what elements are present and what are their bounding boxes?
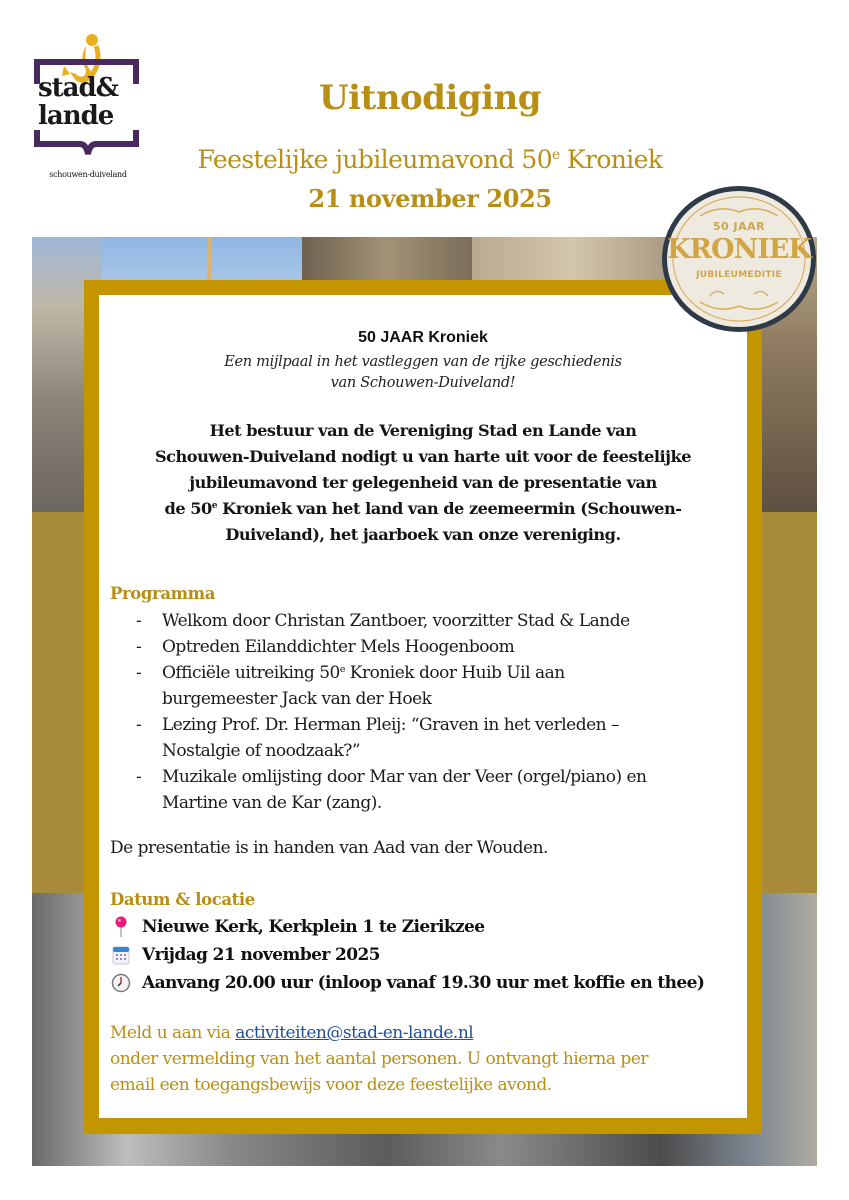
seal-bottom-text: JUBILEUMEDITIE	[696, 270, 782, 280]
clock-icon	[110, 972, 132, 994]
presenter-note: De presentatie is in handen van Aad van der Wouden.	[110, 838, 548, 858]
logo-line2: lande	[38, 101, 114, 131]
calendar-icon	[110, 944, 132, 966]
kroniek-jubilee-seal	[660, 184, 818, 334]
card-tagline: Een mijlpaal in het vastleggen van de rijke geschiedenis van Schouwen-Duiveland!	[224, 354, 622, 391]
date-row: Vrijdag 21 november 2025	[110, 941, 740, 969]
page-title: Uitnodiging	[318, 78, 542, 118]
seal-main-text: KRONIEK	[667, 234, 811, 265]
location-row: Nieuwe Kerk, Kerkplein 1 te Zierikzee	[110, 913, 740, 941]
list-item: - Muzikale omlijsting door Mar van der Veer (orgel/piano) en Martine van de Kar (zang).	[136, 767, 647, 813]
datum-heading: Datum & locatie	[110, 890, 255, 909]
list-item: - Optreden Eilanddichter Mels Hoogenboom	[136, 637, 515, 657]
intro-paragraph: Het bestuur van de Vereniging Stad en Lande van Schouwen-Duiveland nodigt u van harte uit voor de feestelijke jubileumavond ter gelegenheid van de presentatie van de 50e Kroniek van het land van de zeemeermin (Schouwen- Duiveland), het jaarboek van onze vereniging.	[154, 421, 692, 544]
registration-note: Meld u aan via activiteiten@stad-en-lande.nl onder vermelding van het aantal personen. U ontvangt hierna per email een toegangsbewijs voor deze feestelijke avond.	[110, 1023, 648, 1095]
pushpin-icon	[110, 916, 132, 938]
list-item: - Lezing Prof. Dr. Herman Pleij: “Graven in het verleden – Nostalgie of noodzaak?”	[136, 715, 620, 761]
seal-top-text: 50 JAAR	[712, 220, 766, 233]
list-item: - Officiële uitreiking 50e Kroniek door Huib Uil aan burgemeester Jack van der Hoek	[136, 663, 565, 709]
programma-heading: Programma	[110, 584, 216, 603]
card-heading: 50 JAAR Kroniek	[358, 329, 488, 346]
stad-en-lande-logo	[34, 32, 142, 182]
programma-list	[110, 608, 740, 816]
list-item: - Welkom door Christan Zantboer, voorzitter Stad & Lande	[136, 611, 630, 631]
olive-band-left	[32, 512, 84, 893]
event-subtitle: Feestelijke jubileumavond 50e Kroniek	[197, 145, 663, 174]
logo-line1: stad&	[38, 73, 119, 103]
time-row: Aanvang 20.00 uur (inloop vanaf 19.30 uur met koffie en thee)	[110, 969, 740, 997]
event-date: 21 november 2025	[308, 184, 552, 213]
logo-tagline: schouwen-duiveland	[49, 170, 127, 179]
event-details	[110, 913, 740, 997]
email-link[interactable]: activiteiten@stad-en-lande.nl	[235, 1023, 474, 1043]
olive-band-right	[762, 512, 817, 893]
